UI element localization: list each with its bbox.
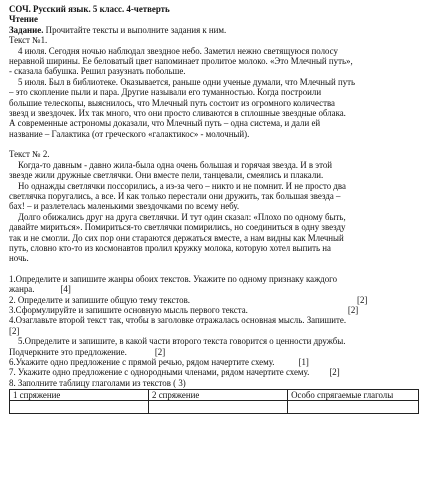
- text-line: путь, словно кто-то из космонавтов пролил кружку молока, которую хотел выпить на: [9, 242, 331, 253]
- table-row: [10, 401, 419, 414]
- task-score: [2]: [154, 346, 166, 357]
- text2-title: Текст № 2.: [9, 149, 50, 160]
- text-line: неравной ширины. Ее беловатый цвет напоминает пролитое молоко. «Это Млечный путь»,: [9, 56, 353, 67]
- task-text: 6.Укажите одно предложение с прямой речью, рядом начертите схему.: [9, 357, 275, 367]
- task-score: [2]: [347, 304, 359, 315]
- table-header-cell: 2 спряжение: [149, 390, 288, 401]
- text-line: большие телескопы, выяснилось, что Млечный путь состоит из огромного количества: [9, 97, 335, 108]
- task-score: ( 3): [173, 377, 186, 388]
- task-score: [1]: [298, 357, 309, 367]
- task-text: Подчеркните это предложение.: [9, 346, 127, 357]
- text-line: бах! – и разлетелась маленькими звездочками по всему небу.: [9, 201, 240, 212]
- task-1a: [9, 274, 419, 284]
- text-line: звезд и звездочек. Их так много, что они просто сливаются в сплошные звездные облака.: [9, 108, 346, 119]
- table-header-cell: 1 спряжение: [10, 390, 149, 401]
- section-label: Чтение: [9, 14, 38, 25]
- text-line: Но однажды светлячки поссорились, а из-за чего – никто и не помнит. И не просто два: [18, 180, 346, 191]
- task-5a: [9, 336, 419, 346]
- text-line: – это скопление пыли и пара. Другие называли его туманностью. Когда построили: [9, 87, 322, 98]
- task-text: 8. Заполните таблицу глаголами из текстов: [9, 377, 171, 388]
- table-cell[interactable]: [10, 401, 149, 414]
- task-4b: [9, 326, 419, 336]
- task-list: [9, 274, 419, 388]
- spacer: [9, 139, 419, 149]
- table-header-cell: Особо спрягаемые глаголы: [288, 390, 419, 401]
- table-header-row: [10, 390, 419, 401]
- task-text: Прочитайте тексты и выполните задания к ним.: [43, 24, 227, 35]
- verb-table: [9, 389, 419, 414]
- text-line: название – Галактика (от греческого «галактикос» - молочный).: [9, 128, 250, 139]
- text-line: 5 июля. Был в библиотеке. Оказывается, раньше одни ученые думали, что Млечный путь: [18, 76, 356, 87]
- task-5b: [9, 347, 419, 357]
- task-score: [2]: [329, 367, 340, 378]
- task-text: жанра.: [9, 284, 35, 295]
- text-line: 4 июля. Сегодня ночью наблюдал звездное небо. Заметил нежно светящуюся полосу: [18, 45, 338, 56]
- text-line: Когда-то давным - давно жила-была одна очень большая и горячая звезда. И в этой: [18, 159, 333, 170]
- text1-paragraph-1: [9, 46, 419, 77]
- table-cell[interactable]: [288, 401, 419, 414]
- task-text: 4.Озаглавьте второй текст так, чтобы в заголовке отражалась основная мысль. Запишите.: [9, 315, 347, 326]
- task-score: [2]: [9, 325, 20, 336]
- task-score: [2]: [357, 294, 368, 305]
- text-line: - сказала бабушка. Решил разузнать побольше.: [9, 66, 186, 77]
- text-line: А современные астрономы доказали, что Млечный путь – одна система, и дали ей: [9, 118, 321, 129]
- task-text: 3.Сформулируйте и запишите основную мысль первого текста.: [9, 304, 248, 315]
- text1-title: Текст №1.: [9, 35, 48, 46]
- task-3: [9, 305, 419, 315]
- task-text: 2. Определите и запишите общую тему текстов.: [9, 294, 190, 305]
- spacer: [9, 264, 419, 274]
- document-title: СОЧ. Русский язык. 5 класс. 4-четверть: [9, 4, 170, 14]
- task-2: [9, 295, 419, 305]
- text-line: Долго обижались друг на друга светлячки. И тут один сказал: «Плохо по одному быть,: [18, 211, 346, 222]
- task-6: [9, 357, 419, 367]
- task-text: 5.Определите и запишите, в какой части второго текста говорится о ценности дружбы.: [18, 336, 346, 347]
- task-text: 1.Определите и запишите жанры обоих текстов. Укажите по одному признаку каждого: [9, 273, 338, 284]
- task-8: [9, 378, 419, 388]
- task-score: [4]: [60, 284, 71, 295]
- task-text: 7. Укажите одно предложение с однородными членами, рядом начертите схему.: [9, 367, 310, 378]
- text-line: звезде жили дружные светлячки. Они вместе пели, танцевали, смеялись и плакали.: [9, 170, 324, 181]
- text-line: так и не смогли. До сих пор они стараются держаться вместе, а нам видны как Млечный: [9, 232, 344, 243]
- table-cell[interactable]: [149, 401, 288, 414]
- text1-paragraph-2: [9, 77, 419, 139]
- task-instruction: [9, 25, 419, 35]
- text2-body: [9, 160, 419, 264]
- task-4a: [9, 315, 419, 325]
- task-1b: [9, 284, 419, 294]
- text-line: ночь.: [9, 253, 29, 264]
- text-line: светлячка поругались, а все. И как только перестали они дружить, так большая звезда –: [9, 190, 341, 201]
- task-label: Задание.: [9, 24, 44, 35]
- text-line: давайте мириться». Помириться-то светлячки помирились, но соединиться в одну звезду: [9, 222, 346, 233]
- task-7: [9, 367, 419, 377]
